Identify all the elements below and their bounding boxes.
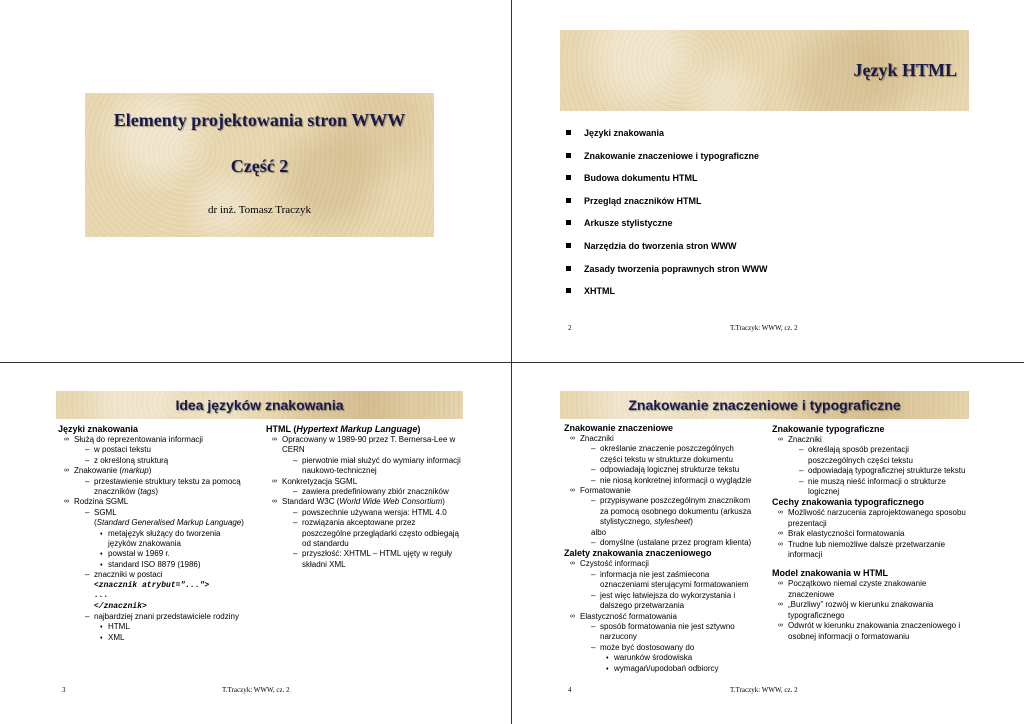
bullet: ∞ Konkretyzacja SGML bbox=[266, 477, 466, 487]
slide-title-box bbox=[56, 391, 463, 419]
text: stylesheet bbox=[654, 517, 691, 527]
list-item: Budowa dokumentu HTML bbox=[562, 173, 768, 196]
text: przestawienie struktury tekstu za pomocą znaczników ( bbox=[94, 476, 241, 497]
left-column bbox=[58, 424, 258, 643]
continuation bbox=[58, 518, 258, 528]
text: World Wide Web Consortium bbox=[339, 497, 443, 507]
detail-bullet: ♦ metajęzyk służący do tworzenia języków znakowania bbox=[58, 529, 238, 550]
text: Znakowanie ( bbox=[74, 466, 123, 476]
text: Hypertext Markup Language bbox=[296, 424, 418, 434]
text: przypisywane poszczególnym znacznikom za pomocą osobnego dokumentu (arkusza stylistycznego, bbox=[600, 496, 752, 527]
sub-bullet: – domyślne (ustalane przez program klienta) bbox=[564, 538, 764, 548]
bullet: ∞ Czystość informacji bbox=[564, 559, 764, 569]
bullet: ∞ Trudne lub niemożliwe dalsze przetwarzanie informacji bbox=[772, 540, 968, 561]
slide-3 bbox=[0, 363, 511, 724]
title-box bbox=[85, 93, 434, 237]
slide-title-box bbox=[560, 30, 969, 111]
slide-title: Znakowanie znaczeniowe i typograficzne bbox=[628, 397, 901, 413]
sub-bullet: – sposób formatowania nie jest sztywno narzucony bbox=[564, 622, 750, 643]
text: tags bbox=[140, 487, 156, 497]
sub-bullet bbox=[58, 477, 254, 498]
sub-bullet: – rozwiązania akceptowane przez poszczególne przeglądarki często odbiegają od standardu bbox=[266, 518, 462, 549]
detail-bullet: ♦ standard ISO 8879 (1986) bbox=[58, 560, 258, 570]
author: dr inż. Tomasz Traczyk bbox=[208, 204, 311, 216]
detail-bullet: ♦ wymagań/upodobań odbiorcy bbox=[564, 664, 764, 674]
sub-bullet: – odpowiadają typograficznej strukturze tekstu bbox=[772, 466, 968, 476]
sub-bullet: – jest więc łatwiejsza do wykorzystania i dalszego przetwarzania bbox=[564, 591, 750, 612]
bullet: ∞ Brak elastyczności formatowania bbox=[772, 529, 972, 539]
bullet: ∞ Służą do reprezentowania informacji bbox=[58, 435, 258, 445]
list-item: Przegląd znaczników HTML bbox=[562, 196, 768, 219]
page-number: 2 bbox=[568, 324, 572, 332]
presentation-title: Elementy projektowania stron WWW bbox=[113, 110, 406, 130]
sub-bullet: – informacja nie jest zaśmiecona oznaczeniami sterującymi formatowaniem bbox=[564, 570, 760, 591]
text: ) bbox=[690, 517, 693, 527]
left-column bbox=[564, 423, 764, 674]
bullet: ∞ Elastyczność formatowania bbox=[564, 612, 764, 622]
sub-bullet: – z określoną strukturą bbox=[58, 456, 258, 466]
sub-bullet: – w postaci tekstu bbox=[58, 445, 258, 455]
text: ) bbox=[442, 497, 445, 507]
bullet: ∞ Formatowanie bbox=[564, 486, 764, 496]
presentation-subtitle: Część 2 bbox=[230, 156, 289, 176]
bullet: ∞ Początkowo niemal czyste znakowanie znaczeniowe bbox=[772, 579, 963, 600]
section-heading: Znakowanie znaczeniowe bbox=[564, 423, 674, 433]
page-number: 3 bbox=[62, 686, 66, 694]
sub-bullet: – określanie znaczenie poszczególnych części tekstu w strukturze dokumentu bbox=[564, 444, 755, 465]
list-item: Języki znakowania bbox=[562, 128, 768, 151]
bullet: ∞ Znaczniki bbox=[772, 435, 972, 445]
slide-title: Idea języków znakowania bbox=[175, 397, 344, 413]
sub-bullet: – najbardziej znani przedstawiciele rodziny bbox=[58, 612, 258, 622]
section-heading: Znakowanie typograficzne bbox=[772, 424, 885, 434]
sub-bullet: – powszechnie używana wersja: HTML 4.0 bbox=[266, 508, 466, 518]
section-heading: Języki znakowania bbox=[58, 424, 139, 434]
right-column bbox=[266, 424, 466, 570]
bullet: ∞ Odwrót w kierunku znakowania znaczeniowego i osobnej informacji o formatowaniu bbox=[772, 621, 973, 642]
text: ) bbox=[148, 466, 152, 476]
code-line: </znacznik> bbox=[94, 601, 147, 611]
bullet bbox=[266, 497, 466, 507]
sub-bullet: – nie niosą konkretnej informacji o wyglądzie bbox=[564, 476, 800, 486]
detail-bullet: ♦ powstał w 1969 r. bbox=[58, 549, 258, 559]
detail-bullet: ♦ XML bbox=[58, 633, 258, 643]
text: ( bbox=[94, 518, 97, 528]
spacer bbox=[772, 560, 972, 568]
slide-4 bbox=[512, 363, 1023, 724]
sub-bullet: – przyszłość: XHTML – HTML ujęty w reguły składni XML bbox=[266, 549, 462, 570]
sub-bullet: – odpowiadają logicznej strukturze tekstu bbox=[564, 465, 764, 475]
connector-text: albo bbox=[591, 527, 607, 537]
text: ) bbox=[417, 424, 421, 434]
list-item: Arkusze stylistyczne bbox=[562, 218, 768, 241]
right-column bbox=[772, 424, 972, 642]
page-number: 4 bbox=[568, 686, 572, 694]
bullet bbox=[58, 466, 258, 476]
sub-bullet: – pierwotnie miał służyć do wymiany informacji naukowo-technicznej bbox=[266, 456, 462, 477]
slide-1 bbox=[0, 0, 511, 361]
list-item: Zasady tworzenia poprawnych stron WWW bbox=[562, 264, 768, 287]
slide-footer: T.Traczyk: WWW, cz. 2 bbox=[222, 686, 290, 694]
text: markup bbox=[122, 466, 149, 476]
sub-bullet: – znaczniki w postaci bbox=[58, 570, 258, 580]
section-heading: Zalety znakowania znaczeniowego bbox=[564, 548, 712, 559]
sub-bullet: – zawiera predefiniowany zbiór znaczników bbox=[266, 487, 466, 497]
slide-footer: T.Traczyk: WWW, cz. 2 bbox=[730, 324, 798, 332]
bullet: ∞ „Burzliwy” rozwój w kierunku znakowania typograficznego bbox=[772, 600, 963, 621]
code-line: <znacznik atrybut="..."> bbox=[94, 580, 210, 590]
slide-footer: T.Traczyk: WWW, cz. 2 bbox=[730, 686, 798, 694]
slide-2 bbox=[512, 0, 1023, 361]
bullet: ∞ Opracowany w 1989-90 przez T. Bernersa-Lee w CERN bbox=[266, 435, 462, 456]
section-heading bbox=[266, 424, 466, 435]
bullet: ∞ Możliwość narzucenia zaprojektowanego sposobu prezentacji bbox=[772, 508, 968, 529]
text: ) bbox=[241, 518, 244, 528]
detail-bullet: ♦ warunków środowiska bbox=[564, 653, 764, 663]
agenda-list bbox=[562, 128, 768, 309]
sub-bullet: – może być dostosowany do bbox=[564, 643, 764, 653]
text: HTML ( bbox=[266, 424, 297, 434]
text: ) bbox=[155, 487, 159, 497]
sub-bullet: – określają sposób prezentacji poszczególnych części tekstu bbox=[772, 445, 958, 466]
detail-bullet: ♦ HTML bbox=[58, 622, 258, 632]
text: Standard W3C ( bbox=[282, 497, 340, 507]
section-heading: Model znakowania w HTML bbox=[772, 568, 889, 579]
sub-bullet: – SGML bbox=[58, 508, 258, 518]
sub-bullet bbox=[564, 496, 760, 527]
section-heading: Cechy znakowania typograficznego bbox=[772, 497, 925, 508]
slide-title: Język HTML bbox=[853, 60, 957, 80]
sub-bullet: – nie muszą nieść informacji o strukturze logicznej bbox=[772, 477, 968, 498]
code-line: ... bbox=[94, 591, 109, 601]
slide-title-box bbox=[560, 391, 969, 419]
text: Standard Generalised Markup Language bbox=[96, 518, 242, 528]
list-item: Znakowanie znaczeniowe i typograficzne bbox=[562, 151, 768, 174]
bullet: ∞ Znaczniki bbox=[564, 434, 764, 444]
bullet: ∞ Rodzina SGML bbox=[58, 497, 258, 507]
list-item: Narzędzia do tworzenia stron WWW bbox=[562, 241, 768, 264]
list-item: XHTML bbox=[562, 286, 768, 309]
